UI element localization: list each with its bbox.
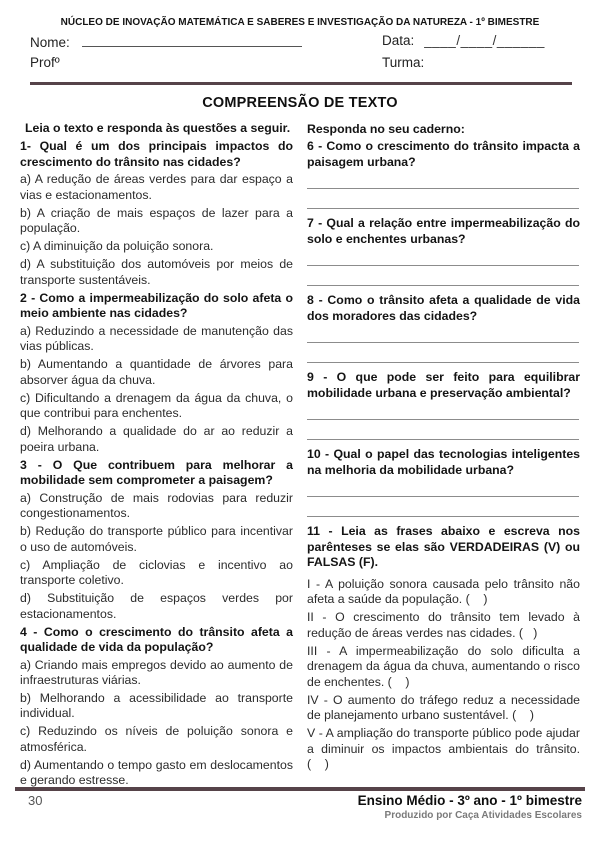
producer-credit: Produzido por Caça Atividades Escolares: [384, 809, 582, 821]
turma-label: Turma:: [382, 55, 425, 70]
prof-row: [30, 55, 370, 77]
tf-statement: III - A impermeabilização do solo dificulta a drenagem da água da chuva, aumentando o risco de enchentes. ( ): [307, 643, 580, 689]
question-text: 2 - Como a impermeabilização do solo afeta o meio ambiente nas cidades?: [20, 290, 293, 321]
option-text: d) Substituição de espaços verdes por estacionamentos.: [20, 591, 293, 621]
option-text: c) Dificultando a drenagem da água da chuva, o que contribui para enchentes.: [20, 390, 293, 421]
answer-line[interactable]: [307, 249, 579, 266]
option-text: b) Redução do transporte público para incentivar o uso de automóveis.: [20, 524, 293, 554]
answer-line[interactable]: [307, 423, 579, 440]
data-label: Data:: [382, 33, 415, 48]
tf-statement: I - A poluição sonora causada pelo trânsito não afeta a saúde da população. ( ): [307, 576, 580, 607]
footer-row: [0, 791, 600, 821]
question-text: 6 - Como o crescimento do trânsito impacta a paisagem urbana?: [307, 139, 580, 169]
form-left-block: [30, 33, 370, 77]
answer-line[interactable]: [307, 346, 579, 363]
option-text: d) Aumentando o tempo gasto em deslocamentos e gerando estresse.: [20, 757, 293, 788]
grade-info: Ensino Médio - 3º ano - 1º bimestre: [357, 792, 582, 808]
turma-row: [382, 55, 580, 77]
question-text: 7 - Qual a relação entre impermeabilização do solo e enchentes urbanas?: [307, 216, 580, 246]
option-text: c) Ampliação de ciclovias e incentivo ao transporte coletivo.: [20, 557, 293, 588]
data-row: [382, 33, 580, 55]
data-input-blanks[interactable]: ____/____/______: [424, 33, 545, 48]
tf-statement: II - O crescimento do trânsito tem levado à redução de áreas verdes nas cidades. ( ): [307, 610, 580, 640]
option-text: b) Melhorando a acessibilidade ao transporte individual.: [20, 690, 293, 721]
school-header-title: NÚCLEO DE INOVAÇÃO MATEMÁTICA E SABERES E INVESTIGAÇÃO DA NATUREZA - 1º BIMESTRE: [60, 17, 540, 28]
tf-statement: IV - O aumento do tráfego reduz a necessidade de planejamento urbano sustentável. ( ): [307, 692, 580, 723]
option-text: b) A criação de mais espaços de lazer para a população.: [20, 205, 293, 236]
tf-statement: V - A ampliação do transporte público pode ajudar a diminuir os impactos ambientais do trânsito. ( ): [307, 726, 580, 772]
page-number: 30: [28, 792, 43, 808]
option-text: a) A redução de áreas verdes para dar espaço a vias e estacionamentos.: [20, 172, 293, 202]
answer-line[interactable]: [307, 326, 579, 343]
question-text: 3 - O Que contribuem para melhorar a mobilidade sem comprometer a paisagem?: [20, 457, 293, 488]
student-info-form: [20, 33, 580, 77]
question-text: 4 - Como o crescimento do trânsito afeta a qualidade de vida da população?: [20, 624, 293, 655]
option-text: a) Reduzindo a necessidade de manutenção das vias públicas.: [20, 323, 293, 354]
option-text: d) A substituição dos automóveis por meios de transporte sustentáveis.: [20, 257, 293, 287]
option-text: d) Melhorando a qualidade do ar ao reduzir a poeira urbana.: [20, 424, 293, 454]
answer-line[interactable]: [307, 500, 579, 517]
page-title: COMPREENSÃO DE TEXTO: [202, 95, 398, 111]
option-text: c) Reduzindo os níveis de poluição sonora e atmosférica.: [20, 724, 293, 754]
form-right-block: [370, 33, 580, 77]
question-text: 8 - Como o trânsito afeta a qualidade de vida dos moradores das cidades?: [307, 293, 580, 323]
option-text: c) A diminuição da poluição sonora.: [20, 239, 214, 254]
question-text: 9 - O que pode ser feito para equilibrar mobilidade urbana e preservação ambiental?: [307, 370, 580, 400]
left-column-intro: Leia o texto e responda às questões a seguir.: [25, 121, 291, 135]
footer-right-block: [358, 793, 582, 821]
page-footer: [0, 787, 600, 821]
content-columns: [20, 121, 580, 791]
right-column: [307, 121, 580, 791]
option-text: a) Construção de mais rodovias para reduzir congestionamentos.: [20, 490, 293, 521]
answer-line[interactable]: [307, 480, 579, 497]
right-column-intro: Responda no seu caderno:: [307, 122, 465, 136]
answer-line[interactable]: [307, 192, 579, 209]
nome-row: [30, 33, 370, 55]
left-column: [20, 121, 293, 791]
question-text: 11 - Leia as frases abaixo e escreva nos parênteses se elas são VERDADEIRAS (V) ou FALSAS (F).: [307, 524, 580, 570]
option-text: a) Criando mais empregos devido ao aumento de infraestruturas viárias.: [20, 657, 293, 687]
header-divider: [30, 82, 572, 85]
prof-label: Profº: [30, 55, 60, 70]
answer-line[interactable]: [307, 269, 579, 286]
option-text: b) Aumentando a quantidade de árvores para absorver água da chuva.: [20, 357, 293, 387]
nome-input-line[interactable]: [82, 33, 302, 47]
question-text: 10 - Qual o papel das tecnologias inteligentes na melhoria da mobilidade urbana?: [307, 447, 580, 477]
answer-line[interactable]: [307, 403, 579, 420]
nome-label: Nome:: [30, 35, 70, 50]
answer-line[interactable]: [307, 172, 579, 189]
question-text: 1- Qual é um dos principais impactos do crescimento do trânsito nas cidades?: [20, 139, 293, 169]
